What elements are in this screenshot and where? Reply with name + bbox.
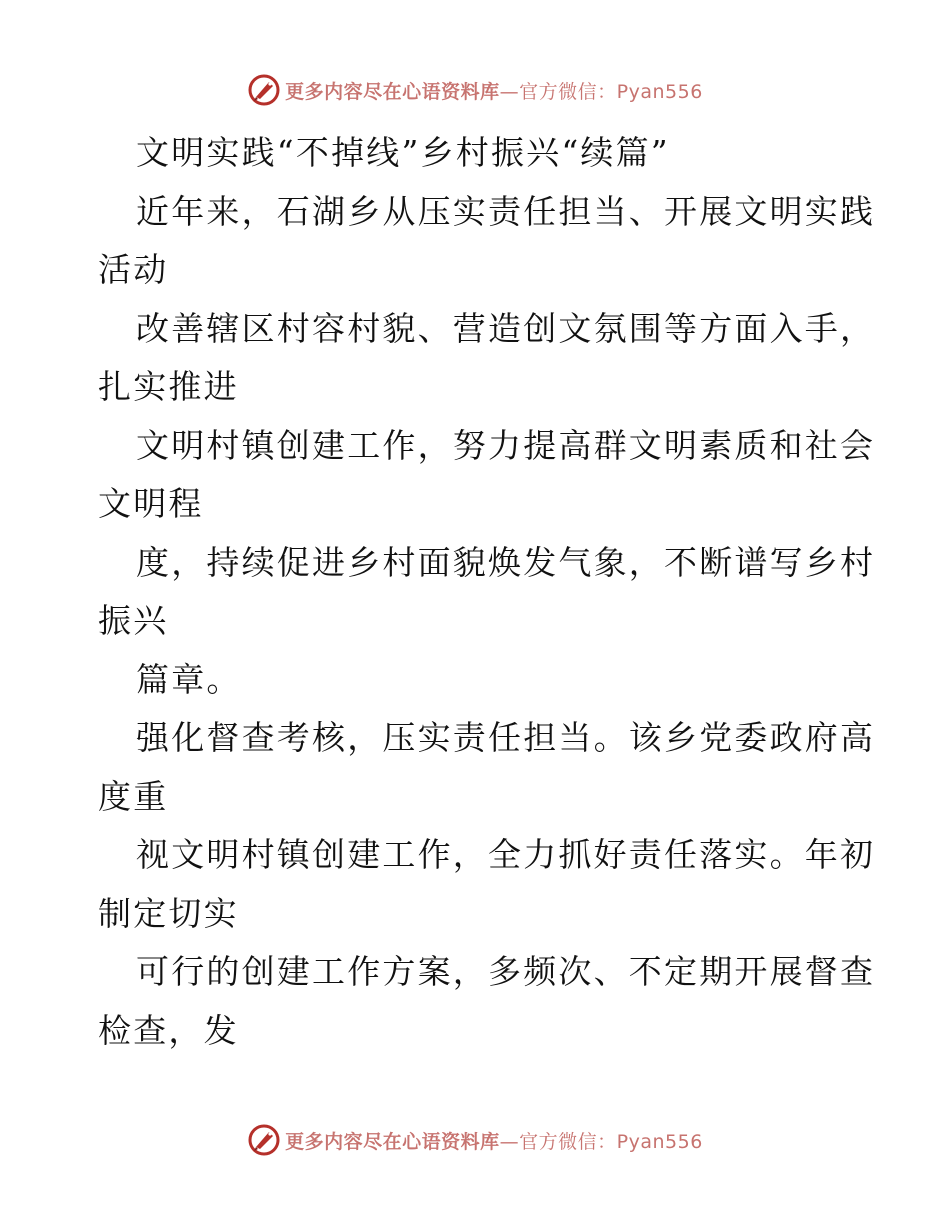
footer-contact-text: 官方微信：Pyan556 (519, 1130, 703, 1153)
text-line: 文明村镇创建工作，努力提高群文明素质和社会 (136, 425, 876, 465)
text-line: 近年来，石湖乡从压实责任担当、开展文明实践 (136, 191, 876, 231)
text-line: 可行的创建工作方案，多频次、不定期开展督查 (136, 952, 876, 991)
text-line: 度，持续促进乡村面貌焕发气象，不断谱写乡村 (136, 542, 876, 582)
text-line: 视文明村镇创建工作，全力抓好责任落实。年初 (136, 835, 876, 874)
text-line: 扎实推进 (98, 367, 239, 406)
footer-separator: — (499, 1130, 520, 1153)
footer-brand-text: 更多内容尽在心语资料库 (285, 1130, 500, 1153)
text-line: 篇章。 (136, 659, 242, 699)
document-title: 文明实践“不掉线”乡村振兴“续篇” (136, 133, 670, 172)
text-line: 改善辖区村容村貌、营造创文氛围等方面入手， (136, 308, 876, 348)
footer-banner (0, 1120, 950, 1160)
text-line: 制定切实 (98, 893, 239, 933)
text-line: 检查，发 (98, 1010, 239, 1050)
document-body (98, 124, 876, 1060)
header-brand-text: 更多内容尽在心语资料库 (285, 80, 500, 103)
pen-nib-logo-icon (247, 73, 281, 107)
text-line: 文明程 (98, 484, 204, 523)
text-line: 度重 (98, 776, 169, 816)
header-separator: — (499, 80, 520, 103)
footer-banner-content (247, 1123, 703, 1157)
header-banner-content (247, 73, 703, 107)
document-paragraphs (98, 183, 876, 1061)
footer-banner-text (285, 1127, 703, 1154)
header-contact-text: 官方微信：Pyan556 (519, 80, 703, 103)
text-line: 强化督查考核，压实责任担当。该乡党委政府高 (136, 718, 876, 757)
pen-nib-logo-icon (247, 1123, 281, 1157)
text-line: 振兴 (98, 601, 169, 640)
text-line: 活动 (98, 250, 169, 289)
header-banner-text (285, 77, 703, 104)
header-banner (0, 70, 950, 110)
